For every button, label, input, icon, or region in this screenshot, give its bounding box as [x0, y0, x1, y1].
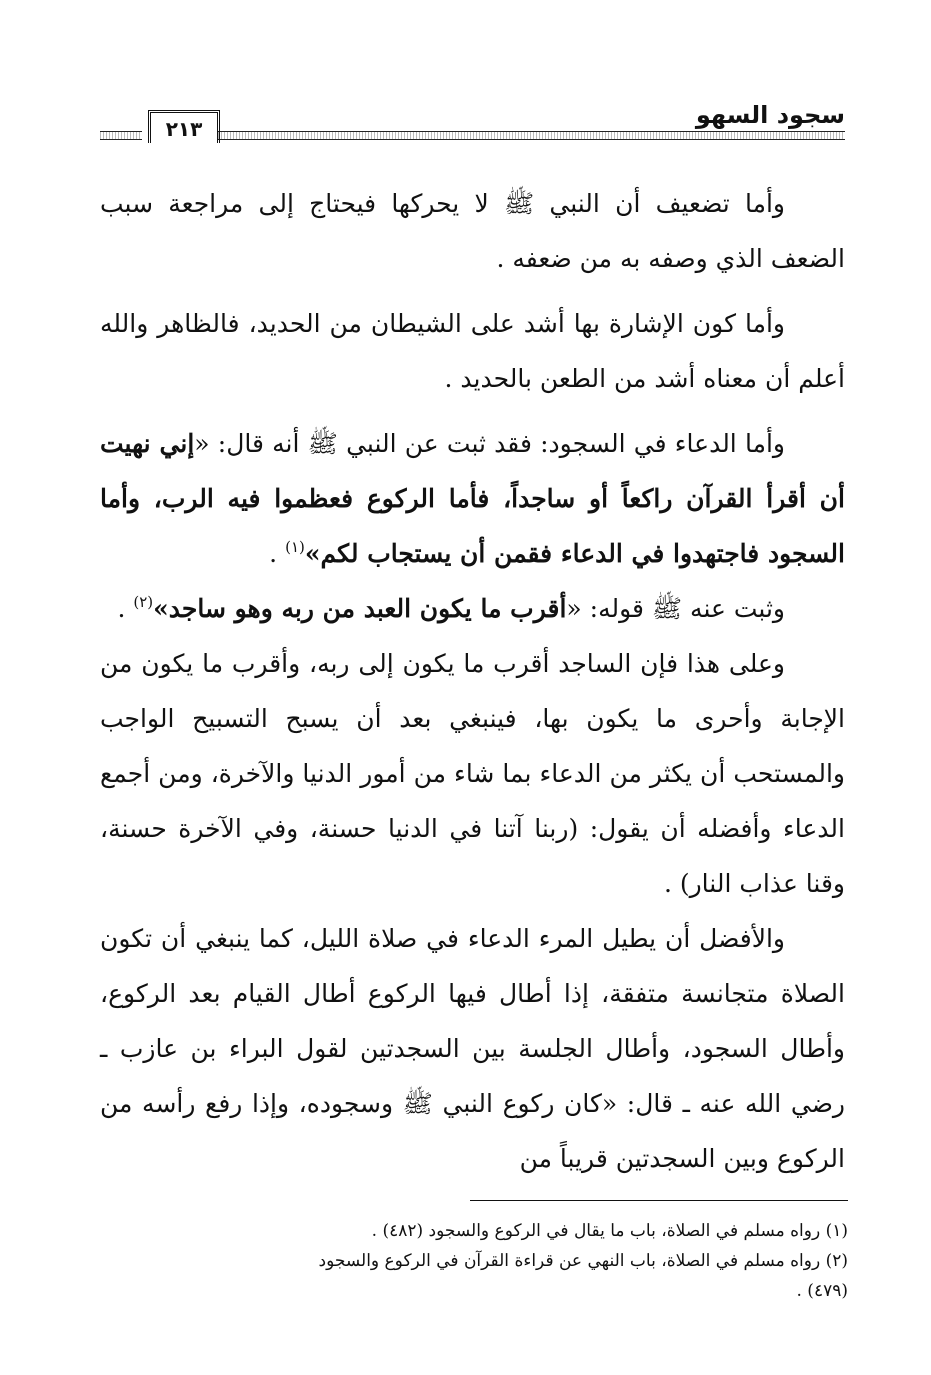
quote-close: »	[153, 594, 169, 623]
quote-close: »	[304, 539, 321, 568]
paragraph-intro: وثبت عنه ﷺ قوله: «	[566, 594, 785, 623]
footnote: (٢) رواه مسلم في الصلاة، باب النهي عن قراءة القرآن في الركوع والسجود (٤٧٩) .	[318, 1251, 848, 1301]
header-rule-left	[100, 131, 142, 140]
footnote-divider	[470, 1200, 848, 1201]
hadith-quote: إني نهيت أن أقرأ القرآن راكعاً أو ساجداً، فأما الركوع فعظموا فيه الرب، وأما السجود فاجتهدوا في الدعاء فقمن أن يستجاب لكم	[100, 429, 845, 568]
page-number: ٢١٣	[148, 110, 220, 143]
paragraph: وعلى هذا فإن الساجد أقرب ما يكون إلى ربه، وأقرب ما يكون من الإجابة وأحرى ما يكون بها، فينبغي بعد أن يسبح التسبيح الواجب والمستحب أن يكثر من الدعاء بما شاء من أمور الدنيا والآخرة، ومن أجمع الدعاء وأفضله أن يقول: (ربنا آتنا في الدنيا حسنة، وفي الآخرة حسنة، وقنا عذاب النار) .	[100, 649, 845, 898]
paragraph-intro: وأما الدعاء في السجود: فقد ثبت عن النبي ﷺ أنه قال: «	[194, 429, 785, 458]
footnote-ref[interactable]: (١)	[285, 538, 305, 556]
paragraph: وأما تضعيف أن النبي ﷺ لا يحركها فيحتاج إلى مراجعة سبب الضعف الذي وصفه به من ضعفه .	[100, 189, 845, 273]
paragraph-with-hadith	[100, 581, 845, 636]
paragraph-with-hadith	[100, 416, 845, 581]
footnotes	[300, 1216, 848, 1306]
hadith-quote: أقرب ما يكون العبد من ربه وهو ساجد	[168, 594, 567, 623]
footnote-ref[interactable]: (٢)	[133, 593, 154, 611]
paragraph: والأفضل أن يطيل المرء الدعاء في صلاة الليل، كما ينبغي أن تكون الصلاة متجانسة متفقة، إذا أطال فيها الركوع أطال القيام بعد الركوع، وأطال السجود، وأطال الجلسة بين السجدتين لقول البراء بن عازب ـ رضي الله عنه ـ قال: «كان ركوع النبي ﷺ وسجوده، وإذا رفع رأسه من الركوع وبين السجدتين قريباً من	[100, 924, 845, 1173]
paragraph: وأما كون الإشارة بها أشد على الشيطان من الحديد، فالظاهر والله أعلم أن معناه أشد من الطعن بالحديد .	[100, 309, 845, 393]
header-rule	[218, 131, 845, 140]
paragraph-end: .	[269, 539, 286, 568]
page-header	[100, 100, 845, 150]
footnote: (١) رواه مسلم في الصلاة، باب ما يقال في الركوع والسجود (٤٨٢) .	[371, 1221, 848, 1241]
chapter-title: سجود السهو	[695, 101, 845, 129]
paragraph-end: .	[117, 594, 134, 623]
body-text	[100, 176, 845, 1186]
